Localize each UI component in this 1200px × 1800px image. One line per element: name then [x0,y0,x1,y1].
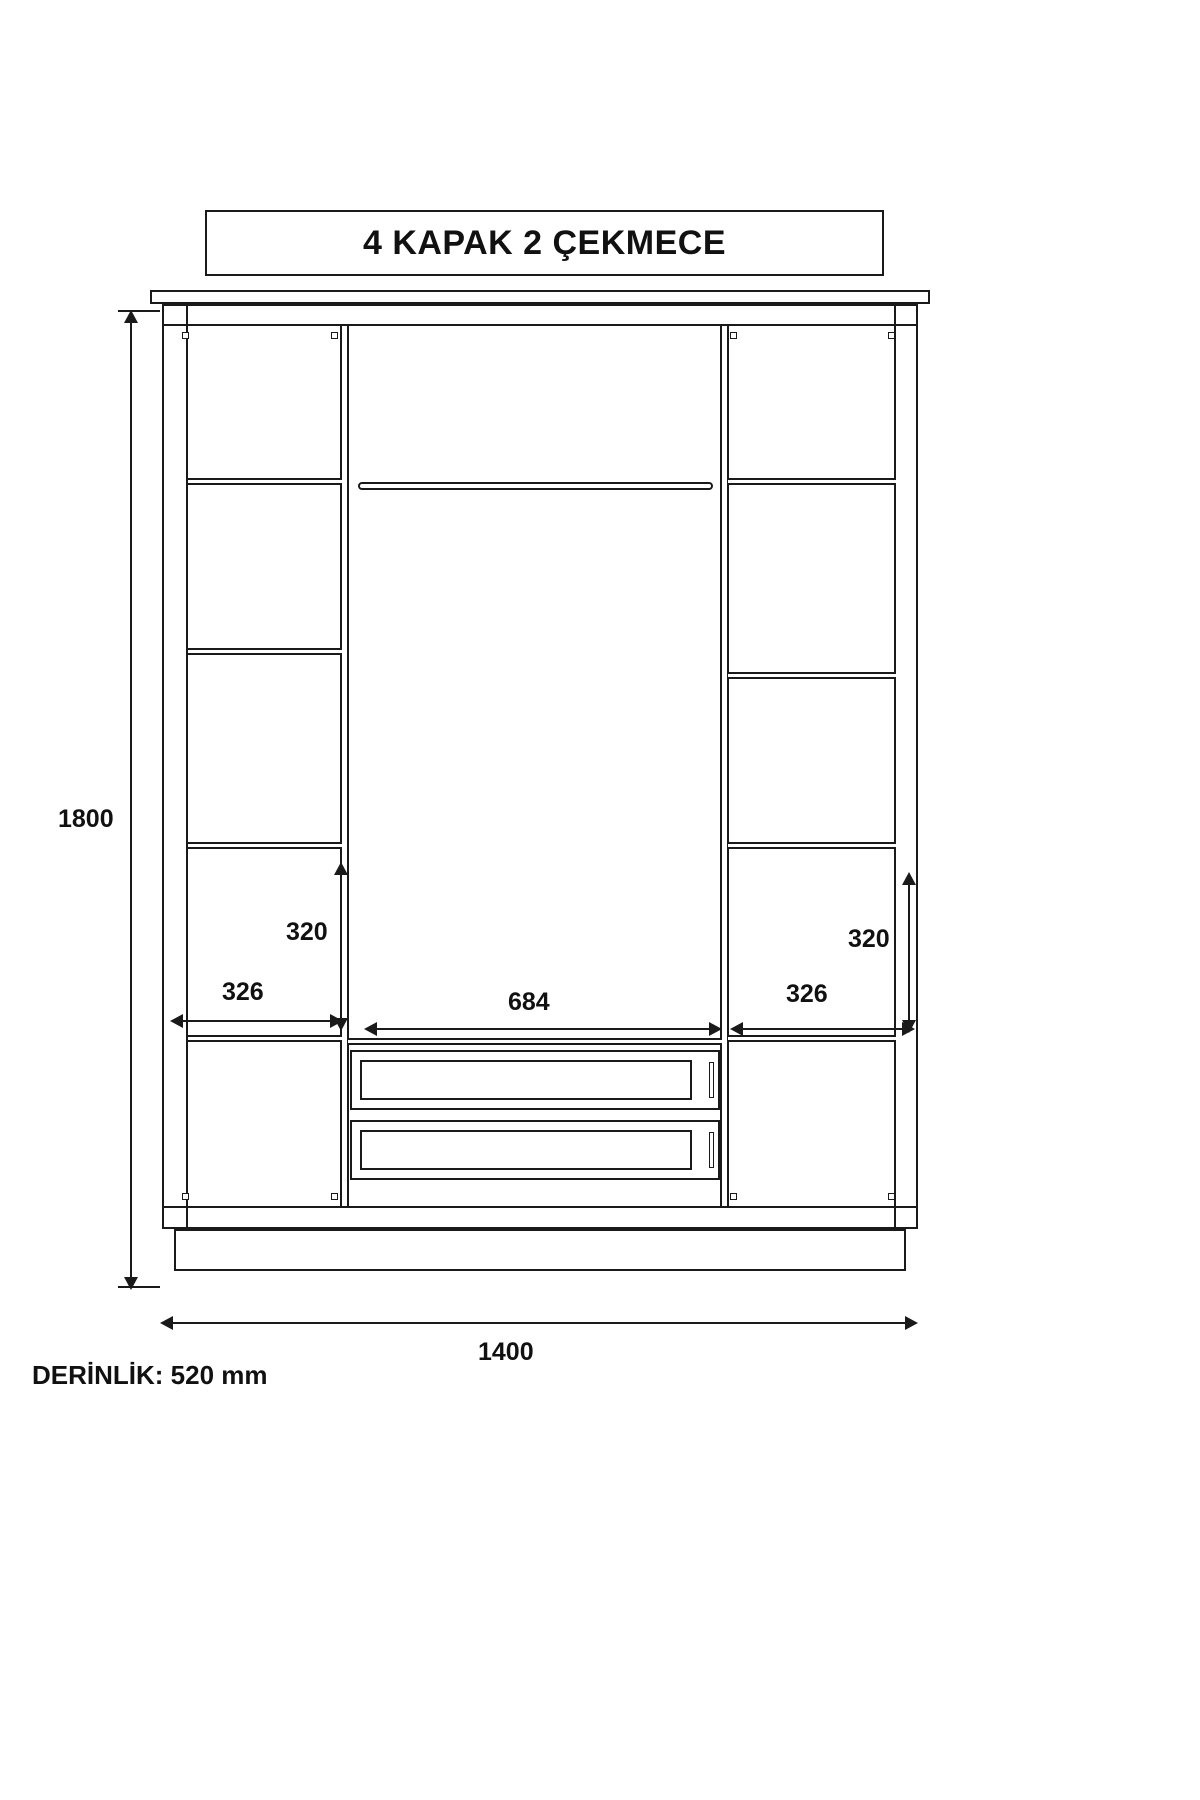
plinth-base [174,1229,906,1271]
height-arrow-bottom [124,1277,138,1290]
height-tick-bottom [118,1286,160,1288]
hanging-rail [358,482,713,490]
shelf-right-3 [728,842,896,849]
drawer-top-front [360,1060,692,1100]
right-width-dimension-line [738,1028,910,1030]
left-height-label: 320 [286,918,328,946]
right-height-dimension-line [908,878,910,1030]
cornice-panel [150,290,930,304]
hinge-icon [888,1193,895,1200]
title-box [205,210,884,276]
shelf-center-above-drawers [348,1038,722,1045]
shelf-left-3 [188,842,342,849]
hinge-icon [182,1193,189,1200]
shelf-left-4 [188,1035,342,1042]
hinge-icon [182,332,189,339]
left-width-arrow-left [170,1014,183,1028]
right-width-label: 326 [786,980,828,1008]
right-height-arrow-top [902,872,916,885]
width-arrow-left [160,1316,173,1330]
right-side-panel-line [894,304,896,1229]
left-height-arrow-top [334,862,348,875]
vertical-divider-right [720,326,729,1206]
center-width-arrow-right [709,1022,722,1036]
drawer-top [350,1050,720,1110]
right-width-arrow-left [730,1022,743,1036]
right-height-label: 320 [848,925,890,953]
height-label: 1800 [58,805,114,833]
width-arrow-right [905,1316,918,1330]
shelf-left-2 [188,648,342,655]
center-width-dimension-line [372,1028,717,1030]
height-dimension-line [130,312,132,1287]
hinge-icon [331,332,338,339]
drawer-bottom-handle [709,1132,714,1168]
left-width-label: 326 [222,978,264,1006]
left-width-dimension-line [178,1020,338,1022]
left-side-panel-line [186,304,188,1229]
width-dimension-line [168,1322,913,1324]
wardrobe-diagram [150,290,930,1290]
drawer-bottom [350,1120,720,1180]
center-width-label: 684 [508,988,550,1016]
hinge-icon [730,332,737,339]
shelf-right-1 [728,478,896,485]
hinge-icon [730,1193,737,1200]
left-height-dimension-line [340,866,342,1028]
center-width-arrow-left [364,1022,377,1036]
left-height-arrow-bottom [334,1018,348,1031]
depth-note: DERİNLİK: 520 mm [32,1360,268,1390]
shelf-left-1 [188,478,342,485]
shelf-right-4 [728,1035,896,1042]
hinge-icon [331,1193,338,1200]
top-panel-line [162,324,918,326]
bottom-panel-line [162,1206,918,1208]
drawer-top-handle [709,1062,714,1098]
shelf-right-2 [728,672,896,679]
height-tick-top [118,310,160,312]
right-height-arrow-bottom [902,1020,916,1033]
drawer-bottom-front [360,1130,692,1170]
hinge-icon [888,332,895,339]
width-label: 1400 [478,1338,534,1366]
vertical-divider-left [340,326,349,1206]
page-title: 4 KAPAK 2 ÇEKMECE [362,223,727,262]
